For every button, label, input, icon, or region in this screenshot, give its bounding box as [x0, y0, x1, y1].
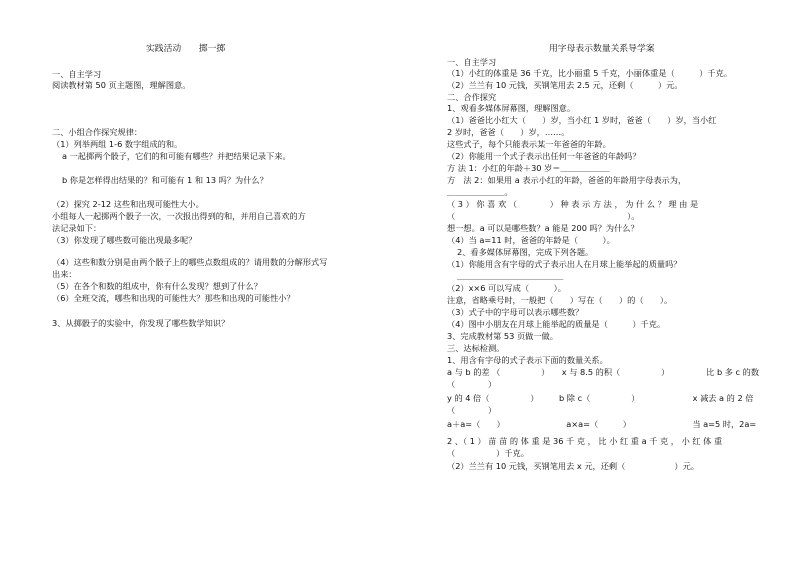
left-line: （6）全班交流，哪些和出现的可能性大？那些和出现的可能性小？: [52, 293, 295, 303]
right-line: 注意，省略乘号时，一般把（ ）写在（ ）的（ ）。: [447, 295, 673, 305]
right-line: 一、自主学习: [447, 57, 497, 67]
left-line: 小组每人一起掷两个骰子一次，一次报出得到的和，并用自己喜欢的方: [52, 211, 306, 221]
left-line: 一、自主学习: [52, 69, 102, 79]
right-title: 用字母表示数量关系导学案: [549, 44, 655, 54]
right-line: a＋a=（ ） a×a=（ ） 当 a=5 时，2a=: [447, 419, 757, 429]
left-line: （2）探究 2-12 这些和出现可能性大小。: [52, 199, 204, 209]
right-line: 1、用含有字母的式子表示下面的数量关系。: [447, 355, 608, 365]
right-line: （ ）: [447, 379, 497, 389]
right-line: （4）图中小朋友在月球上能举起的质量是（ ）千克。: [447, 319, 666, 329]
left-line: 法记录如下：: [52, 223, 102, 233]
right-line: 2 岁时，爸爸（ ）岁，……。: [447, 127, 570, 137]
right-line: （2）兰兰有 10 元钱，买钢笔用去 x 元，还剩（ ）元。: [447, 461, 699, 471]
right-line: （2）你能用一个式子表示出任何一年爸爸的年龄吗？: [447, 151, 641, 161]
right-line: 二、合作探究: [447, 92, 497, 102]
right-line: 三、达标检测。: [447, 343, 505, 353]
right-line: 想一想。a 可以是哪些数？a 能是 200 吗？为什么？: [447, 223, 639, 233]
right-line: ＿＿＿＿＿＿＿。: [447, 187, 513, 197]
left-line: （1）列举两组 1-6 数字组成的和。: [52, 139, 183, 149]
right-line: （ ）千克。: [447, 448, 529, 458]
right-line: y 的 4 倍（ ） b 除 c（ ） x 减去 a 的 2 倍: [447, 393, 754, 403]
right-line: （1）爸爸比小红大（ ）岁，当小红 1 岁时，爸爸（ ）岁，当小红: [447, 115, 717, 125]
left-line: 二、小组合作探究规律：: [52, 127, 143, 137]
right-line: （2）兰兰有 10 元钱，买钢笔用去 2.5 元，还剩（ ）元。: [447, 80, 683, 90]
left-line: b 你是怎样得出结果的？和可能有 1 和 13 吗？为什么？: [62, 175, 268, 185]
left-line: a 一起掷两个骰子，它们的和可能有哪些？并把结果记录下来。: [62, 151, 291, 161]
right-line: （1）你能用含有字母的式子表示出人在月球上能举起的质量吗？: [447, 259, 682, 269]
right-line: （2）x×6 可以写成（ ）。: [447, 283, 566, 293]
right-line: 2、看多媒体屏幕图，完成下列各题。: [457, 247, 594, 257]
left-line: （4）这些和数分别是由两个骰子上的哪些点数组成的？请用数的分解形式写: [52, 257, 328, 267]
right-line: ＿＿＿＿＿＿＿＿＿＿＿＿＿: [457, 271, 564, 281]
left-line: 阅读教材第 50 页主题图，理解图意。: [52, 80, 191, 90]
left-title: 实践活动 掷一掷: [146, 44, 226, 54]
right-line: 这些式子，每个只能表示某一年爸爸的年龄。: [447, 139, 611, 149]
left-line: （5）在各个和数的组成中，你有什么发现？想到了什么？: [52, 281, 262, 291]
right-line: 2 、（ 1 ） 苗 苗 的 体 重 是 36 千 克 ， 比 小 红 重 a 千 克 ， 小 红 体 重: [447, 436, 723, 446]
right-line: （ 3 ） 你 喜 欢 （ ） 种 表 示 方 法 ， 为 什 么 ？ 理 由 是: [447, 199, 699, 209]
right-line: （ ）: [447, 405, 497, 415]
right-line: 3、完成教材第 53 页做一做。: [447, 331, 558, 341]
left-line: （3）你发现了哪些数可能出现最多呢？: [52, 235, 197, 245]
right-line: 方 法 2：如果用 a 表示小红的年龄，爸爸的年龄用字母表示为，: [447, 175, 687, 185]
right-line: a 与 b 的差 （ ） x 与 8.5 的积（ ） 比 b 多 c 的数: [447, 367, 760, 377]
right-line: 方 法 1：小红的年龄＋30 岁＝＿＿＿＿＿＿: [447, 163, 610, 173]
right-line: （1）小红的体重是 36 千克，比小丽重 5 千克，小丽体重是（ ）千克。: [447, 68, 733, 78]
right-line: （4）当 a=11 时，爸爸的年龄是（ ）。: [447, 235, 615, 245]
right-line: 1、观看多媒体屏幕图，理解图意。: [447, 103, 576, 113]
left-line: 出来：: [52, 269, 77, 279]
left-line: 3、从掷骰子的实验中，你发现了哪些数学知识？: [52, 318, 230, 328]
right-line: （ ）。: [447, 211, 640, 221]
right-line: （3）式子中的字母可以表示哪些数？: [447, 307, 584, 317]
